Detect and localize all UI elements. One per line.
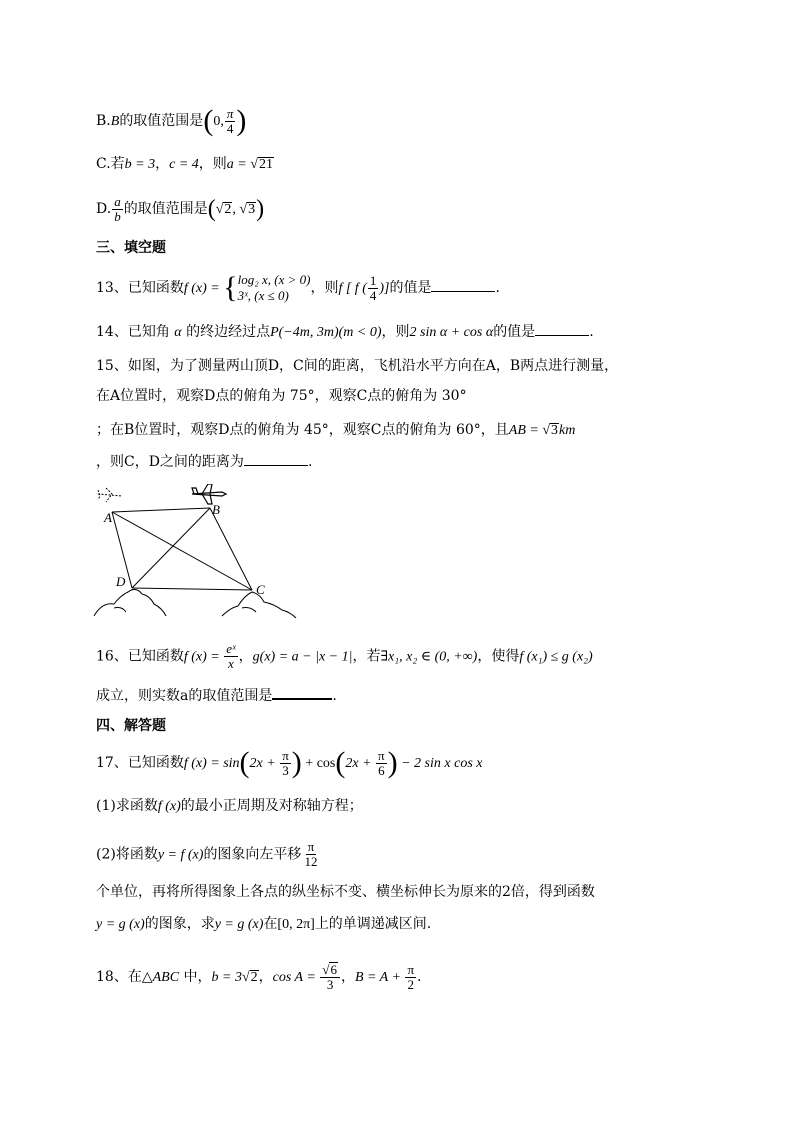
option-c-c: c = 4 bbox=[169, 157, 199, 172]
option-b-prefix: B. bbox=[96, 113, 111, 129]
q16-gx: g(x) = a − |x − 1| bbox=[252, 649, 353, 665]
q17-gx1: y = g (x) bbox=[96, 917, 145, 932]
q17-sub1-label: (1)求函数 bbox=[96, 798, 158, 814]
option-d: D. $\frac{a}{b}$ 的取值范围是(√2, √3) bbox=[96, 193, 265, 224]
q17-interval: [0, 2π] bbox=[277, 917, 315, 932]
q17-sub2-line3 bbox=[96, 914, 431, 935]
plane-a-icon bbox=[98, 488, 122, 502]
question-18: 18、在△ABC 中，b = 3√2，cos A = $\frac{√6}{3}$ ，B = A + $\frac{\pi}{2}$ . bbox=[96, 961, 422, 992]
option-c-a: a = bbox=[226, 157, 251, 172]
figure-label-d: D bbox=[116, 574, 126, 589]
q17-part1: 2x + bbox=[249, 756, 280, 771]
q16-answer-blank[interactable] bbox=[272, 698, 332, 700]
q13-case2: 3ˣ, (x ≤ 0) bbox=[237, 288, 289, 303]
q18-sep1: ， bbox=[258, 969, 273, 985]
section-fill-blank-title: 三、填空题 bbox=[96, 240, 166, 256]
q17-sub2-line2: 个单位，再将所得图象上各点的纵坐标不变、横坐标伸长为原来的2倍，得到函数 bbox=[96, 884, 595, 900]
q17-sub1-fx: f (x) bbox=[157, 799, 181, 814]
q17-gx2: y = g (x) bbox=[214, 917, 264, 932]
option-d-frac-den: b bbox=[114, 208, 121, 224]
option-d-frac-num: a bbox=[114, 193, 121, 209]
q15-line3: ；在B位置时，观察D点的俯角为 45°，观察C点的俯角为 60°，且AB = √3km bbox=[96, 422, 576, 438]
q17-sub2-den: 12 bbox=[304, 854, 318, 869]
segment-bd bbox=[132, 508, 210, 588]
q17-pi1: π bbox=[282, 747, 289, 763]
q16-fx: f (x) = bbox=[183, 649, 224, 665]
q16-sep: ， bbox=[238, 648, 253, 665]
option-b-interval-left: 0, bbox=[213, 114, 224, 129]
q17-line3-text2: 在 bbox=[263, 916, 278, 932]
q18-text1: 在 bbox=[127, 969, 142, 985]
q13-case1: log₂ x, (x > 0) bbox=[237, 272, 311, 287]
q16-line2-text: 成立，则实数a的取值范围是 bbox=[96, 688, 273, 704]
option-d-prefix: D. bbox=[96, 201, 112, 217]
segment-ac bbox=[112, 512, 252, 590]
option-c-then: ，则 bbox=[198, 156, 227, 172]
option-b-text: 的取值范围是 bbox=[119, 113, 204, 129]
q17-sub2 bbox=[96, 840, 320, 869]
q15-line4-text: ，则C，D之间的距离为 bbox=[96, 454, 244, 470]
q14-expr: 2 sin α + cos α bbox=[409, 325, 494, 340]
option-b: B.B的取值范围是(0, $\frac{\pi}{4}$ ) bbox=[96, 104, 247, 137]
q15-ab: AB = bbox=[508, 423, 543, 438]
q17-sub2-label: (2)将函数 bbox=[96, 846, 158, 863]
q17-d1: 3 bbox=[282, 762, 289, 778]
q13-text: 已知函数 bbox=[127, 280, 184, 296]
q17-number: 17、 bbox=[96, 755, 128, 771]
q16-line2: 成立，则实数a的取值范围是 . bbox=[96, 688, 337, 704]
option-c-b: b = 3 bbox=[124, 157, 156, 172]
option-c-root: 21 bbox=[258, 157, 273, 172]
q15-line2: 在A位置时，观察D点的俯角为 75°，观察C点的俯角为 30° bbox=[96, 388, 467, 404]
option-c-sep: ， bbox=[155, 156, 170, 172]
q18-pi: π bbox=[407, 961, 415, 977]
q14-text2: 的终边经过点 bbox=[181, 324, 271, 340]
plane-b-icon bbox=[192, 484, 226, 504]
q16-text3: ，使得 bbox=[477, 648, 520, 665]
q16-text2: ，若 bbox=[352, 648, 381, 665]
question-16 bbox=[96, 642, 593, 671]
q16-text1: 已知函数 bbox=[127, 648, 184, 665]
q13-number: 13、 bbox=[96, 280, 128, 296]
q17-pi2: π bbox=[378, 747, 385, 763]
figure-label-b: B bbox=[212, 502, 220, 517]
q14-alpha: α bbox=[174, 325, 182, 340]
q17-expr: f (x) = sin bbox=[183, 756, 240, 771]
option-d-text: 的取值范围是 bbox=[123, 201, 208, 217]
question-13: 13、已知函数f (x) = { log₂ x, (x > 0) 3ˣ, (x ≤ 0) ，则f [ f ( $\frac{1}{4}$ )]的值是 . bbox=[96, 271, 500, 304]
q13-expr-end: )] bbox=[379, 281, 390, 296]
q17-line3-text1: 的图象，求 bbox=[144, 916, 215, 932]
mountain-plane-figure bbox=[92, 484, 304, 624]
q18-num-root: 6 bbox=[330, 962, 337, 977]
q17-sub1-text: 的最小正周期及对称轴方程； bbox=[180, 798, 363, 814]
q16-frac-num: eˣ bbox=[226, 641, 236, 656]
q18-triangle: △ABC bbox=[141, 970, 180, 985]
q15-answer-blank[interactable] bbox=[244, 465, 308, 466]
option-b-var: B bbox=[110, 114, 120, 129]
figure-label-c: C bbox=[256, 582, 265, 597]
q18-b-root: 2 bbox=[250, 970, 258, 985]
q15-line3-text: ；在B位置时，观察D点的俯角为 45°，观察C点的俯角为 60°，且 bbox=[96, 422, 509, 438]
question-14: 14、已知角 α 的终边经过点P(−4m, 3m)(m < 0)，则2 sin α + cos α的值是 . bbox=[96, 324, 594, 340]
segment-bc bbox=[210, 508, 252, 590]
option-d-root2: 3 bbox=[248, 202, 256, 217]
q17-sub1 bbox=[96, 796, 363, 817]
q18-d2: 2 bbox=[407, 976, 414, 992]
section-answer-title: 四、解答题 bbox=[96, 718, 166, 734]
q15-line1: 15、如图，为了测量两山顶D，C间的距离，飞机沿水平方向在A，B两点进行测量， bbox=[96, 358, 619, 374]
q14-answer-blank[interactable] bbox=[535, 335, 589, 336]
option-b-frac-den: 4 bbox=[226, 120, 234, 136]
option-d-root1: 2 bbox=[224, 202, 232, 217]
q15-unit: km bbox=[559, 423, 576, 438]
q17-sub2-num: π bbox=[307, 839, 315, 854]
option-c: C.若b = 3，c = 4，则a = √21 bbox=[96, 156, 273, 172]
q18-number: 18、 bbox=[96, 969, 128, 985]
mountains-icon bbox=[94, 589, 296, 618]
q18-den: 3 bbox=[326, 977, 334, 992]
q17-sub2-text: 的图象向左平移 bbox=[203, 846, 302, 863]
q18-text2: 中， bbox=[179, 969, 212, 985]
q18-b-eq: B = A + bbox=[354, 970, 405, 985]
q16-number: 16、 bbox=[96, 648, 128, 665]
q18-b: b = 3 bbox=[211, 970, 242, 985]
q15-ab-root: 3 bbox=[551, 423, 559, 438]
option-b-frac-num: π bbox=[226, 105, 234, 121]
q17-part2: 2x + bbox=[345, 756, 376, 771]
segment-ab bbox=[112, 508, 210, 512]
q17-tail: − 2 sin x cos x bbox=[397, 756, 483, 771]
q18-sep2: ， bbox=[340, 969, 355, 985]
q17-sub2-y: y = f (x) bbox=[157, 847, 204, 863]
q17-line3-text3: 上的单调递减区间. bbox=[314, 916, 432, 932]
q13-expr: f [ f ( bbox=[338, 281, 367, 296]
q17-cos: + cos bbox=[301, 756, 336, 771]
q18-end: . bbox=[417, 969, 422, 985]
q14-ask: 的值是 bbox=[493, 324, 536, 340]
q13-fx: f (x) = bbox=[183, 281, 224, 296]
q13-then: ，则 bbox=[310, 280, 339, 296]
q14-point: P(−4m, 3m)(m < 0) bbox=[270, 325, 382, 340]
q16-exists: ∃x₁, x₂ ∈ (0, +∞) bbox=[380, 649, 478, 665]
option-c-prefix: C.若 bbox=[96, 156, 125, 172]
q13-answer-blank[interactable] bbox=[431, 291, 495, 292]
question-17: 17、已知函数f (x) = sin(2x + $\frac{\pi}{3}$ ) + cos(2x + $\frac{\pi}{6}$ ) − 2 sin x cos x bbox=[96, 746, 483, 779]
q14-text1: 已知角 bbox=[127, 324, 175, 340]
q13-frac-num: 1 bbox=[369, 272, 377, 288]
q16-frac-den: x bbox=[228, 656, 234, 671]
q17-d2: 6 bbox=[378, 762, 385, 778]
q17-text1: 已知函数 bbox=[127, 755, 184, 771]
q13-ask: 的值是 bbox=[389, 280, 432, 296]
q14-number: 14、 bbox=[96, 324, 128, 340]
q14-then: ，则 bbox=[381, 324, 410, 340]
figure-label-a: A bbox=[104, 510, 112, 525]
q18-cosa: cos A = bbox=[272, 970, 320, 985]
q13-frac-den: 4 bbox=[369, 287, 377, 303]
segment-cd bbox=[132, 588, 252, 590]
q15-line4: ，则C，D之间的距离为 . bbox=[96, 454, 313, 470]
q16-ineq: f (x₁) ≤ g (x₂) bbox=[519, 649, 593, 665]
